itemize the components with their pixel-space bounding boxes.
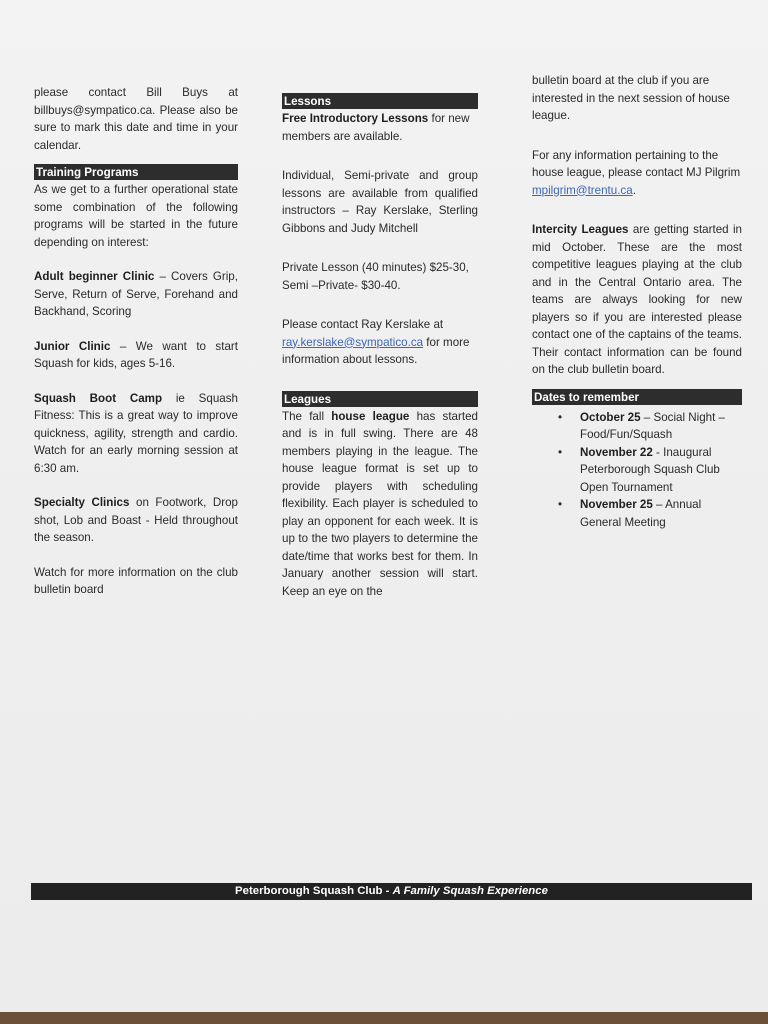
column-middle [282,93,478,600]
leagues-body: has started and is in full swing. There are 48 members playing in the league. The house league format is set up to provide players with scheduling flexibility. Each player is scheduled to play an opponent for each week. It is up to the two players to determine the date/time that works best for them. In January another session will start. Keep an eye on the [282,409,478,598]
adult-clinic [34,268,238,321]
dates-header: Dates to remember [532,389,742,405]
intercity-text: are getting started in mid October. These are the most competitive leagues playing at the club and in the Central Ontario area. The teams are always looking for new players so if you are interested please contact one of the captains of the teams. Their contact information can be found on the club bulletin board. [532,223,742,376]
training-programs-header: Training Programs [34,164,238,180]
house-league-label: house league [331,409,410,423]
boot-camp-text: ie Squash Fitness: This is a great way to improve quickness, agility, strength and cardio. Watch for an early morning session at 6:30 am. [34,391,238,475]
intercity-title: Intercity Leagues [532,223,629,236]
free-lessons-text: for new members are available. [282,112,470,143]
date-label: November 25 [580,498,653,511]
junior-clinic-title: Junior Clinic [34,339,111,353]
mj-email-link[interactable]: mpilgrim@trentu.ca [532,183,633,197]
info-pre: For any information pertaining to the house league, please contact MJ Pilgrim [532,148,741,179]
specialty-clinics-text: on Footwork, Drop shot, Lob and Boast - Held throughout the season. [34,496,238,544]
boot-camp-title: Squash Boot Camp [34,391,163,405]
date-item [532,444,742,497]
date-item [532,409,742,444]
lessons-contact [282,316,478,369]
lessons-header: Lessons [282,93,478,109]
house-league-info [532,147,742,200]
leagues-text [282,408,478,601]
leagues-header: Leagues [282,391,478,407]
leagues-pre: The fall [282,409,332,423]
free-lessons-title: Free Introductory Lessons [282,112,429,125]
footer-tagline: A Family Squash Experience [392,885,548,897]
adult-clinic-title: Adult beginner Clinic [34,270,155,283]
intercity-leagues [532,221,742,379]
dates-list [532,409,742,532]
free-lessons [282,110,478,145]
footer-club: Peterborough Squash Club - [235,885,393,897]
date-desc: - Inaugural Peterborough Squash Club Open Tournament [580,445,720,494]
footer-bar [31,883,752,900]
specialty-clinics-title: Specialty Clinics [34,496,130,509]
background-floor [0,1012,768,1024]
bulletin-text: bulletin board at the club if you are interested in the next session of house league. [532,74,730,122]
private-lesson-pricing: Private Lesson (40 minutes) $25-30, Semi –Private- $30-40. [282,261,469,292]
lessons-contact-pre: Please contact Ray Kerslake at [282,318,444,331]
info-post: . [632,183,636,197]
contact-intro: please contact Bill Buys at billbuys@sympatico.ca. Please also be sure to mark this date and time in your calendar. [34,86,238,152]
date-label: November 22 [580,445,653,459]
junior-clinic-text: – We want to start Squash for kids, ages 5-16. [34,339,238,370]
date-label: October 25 [580,410,641,424]
column-left [34,84,238,599]
training-programs-text: As we get to a further operational state some combination of the following programs will be started in the future depending on interest: [34,183,238,249]
bullet-icon: • [558,445,563,459]
boot-camp [34,390,238,478]
bullet-icon: • [558,498,563,511]
bullet-icon: • [558,410,563,424]
junior-clinic [34,338,238,373]
date-desc: – Social Night – Food/Fun/Squash [580,410,726,441]
individual-lessons: Individual, Semi-private and group lessons are available from qualified instructors – Ray Kerslake, Sterling Gibbons and Judy Mitchell [282,169,478,235]
watch-info: Watch for more information on the club bulletin board [34,565,238,596]
ray-email-link[interactable]: ray.kerslake@sympatico.ca [282,335,424,349]
date-item [532,496,742,531]
date-desc: – Annual General Meeting [580,498,702,529]
lessons-contact-post: for more information about lessons. [282,335,470,366]
adult-clinic-text: – Covers Grip, Serve, Return of Serve, Forehand and Backhand, Scoring [34,270,238,318]
specialty-clinics [34,494,238,547]
column-right [532,72,742,531]
